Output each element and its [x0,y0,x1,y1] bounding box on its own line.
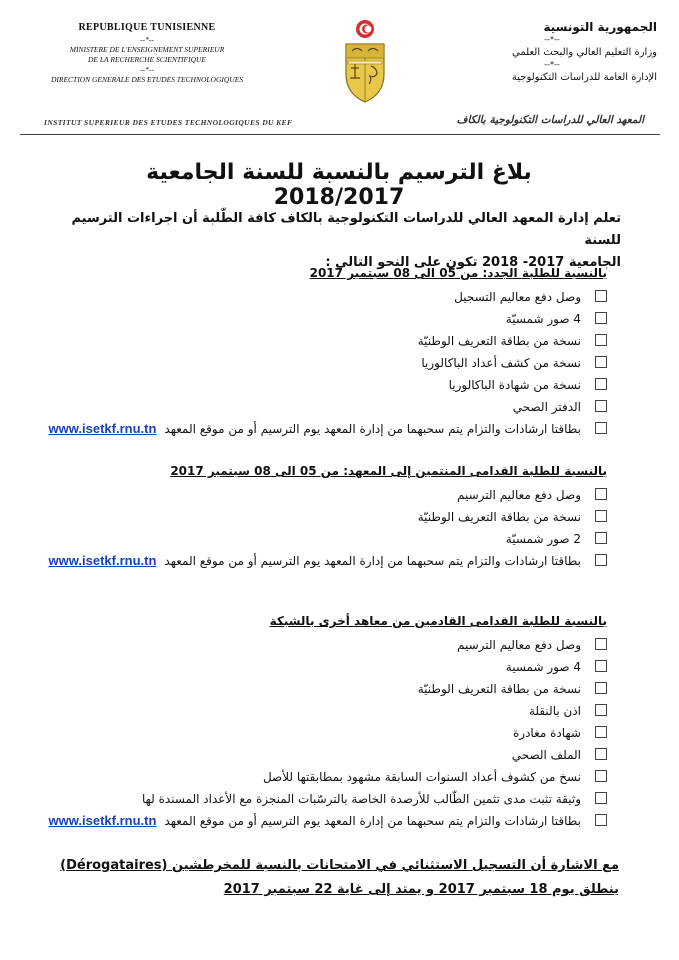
derogation-note-line-2: ينطلق يوم 18 سبتمبر 2017 و يمتد إلى غاية 22 سبتمبر 2017 [223,882,619,897]
list-item: نسخة من بطاقة التعريف الوطنيّة [27,506,607,528]
checkbox-icon [595,378,607,390]
section-heading-returning-students: بالنسبة للطلبة القدامى المنتمين إلى المعهد: من 05 الى 08 سبتمبر 2017 [170,464,607,478]
ministry-fr-1: MINISTERE DE L'ENSEIGNEMENT SUPERIEUR [69,45,225,54]
checkbox-icon [595,814,607,826]
tunisia-coat-of-arms-icon [338,18,392,104]
direction-ar: الإدارة العامة للدراسات التكنولوجية [511,72,657,83]
institute-fr: INSTITUT SUPERIEUR DES ETUDES TECHNOLOGIQUES DU KEF [44,118,293,127]
section-heading-new-students: بالنسبة للطلبة الجدد: من 05 الى 08 سبتمبر 2017 [309,266,607,280]
checkbox-icon [595,422,607,434]
checkbox-icon [595,400,607,412]
list-item: بطاقتا ارشادات والتزام يتم سحبهما من إدارة المعهد يوم الترسيم أو من موقع المعهدwww.isetkf.rnu.tn [27,418,607,440]
divider-dots: --*-- [140,35,154,44]
checkbox-icon [595,726,607,738]
checkbox-icon [595,532,607,544]
intro-line-1: تعلم إدارة المعهد العالي للدراسات التكنولوجية بالكاف كافة الطّلبة أن اجراءات الترسيم للسنة [71,211,621,248]
checkbox-icon [595,660,607,672]
institute-website-link[interactable]: www.isetkf.rnu.tn [48,553,157,568]
list-item: الملف الصحي [27,744,607,766]
direction-fr: DIRECTION GENERALE DES ETUDES TECHNOLOGIQUES [50,75,244,84]
checkbox-icon [595,510,607,522]
institute-ar: المعهد العالي للدراسات التكنولوجية بالكاف [456,114,644,126]
section-heading-transfer-students: بالنسبة للطلبة القدامى القادمين من معاهد أخرى بالشبكة [269,614,607,628]
list-item: بطاقتا ارشادات والتزام يتم سحبهما من إدارة المعهد يوم الترسيم أو من موقع المعهدwww.isetkf.rnu.tn [27,810,607,832]
republic-fr: REPUBLIQUE TUNISIENNE [78,22,216,33]
checkbox-icon [595,334,607,346]
intro-text [61,208,621,274]
intro-line-2: الجامعية 2017- 2018 تكون على النحو التالي : [325,255,621,270]
checkbox-icon [595,748,607,760]
derogation-note-line-1: مع الاشارة أن التسجيل الاستثنائي في الامتحانات بالنسبة للمخرطشين (Dérogataires) [60,858,619,873]
page-title: بلاغ الترسيم بالنسبة للسنة الجامعية 2018/2017 [146,160,532,210]
list-item: وصل دفع معاليم الترسيم [27,484,607,506]
list-item: نسخ من كشوف أعداد السنوات السابقة مشهود بمطابقتها للأصل [27,766,607,788]
republic-ar: الجمهورية التونسية [543,20,657,34]
list-item: نسخة من شهادة الباكالوريا [27,374,607,396]
list-item: اذن بالنقلة [27,700,607,722]
header-arabic [457,20,657,85]
checkbox-icon [595,356,607,368]
list-item: 4 صور شمسيّة [27,308,607,330]
checkbox-icon [595,554,607,566]
institute-website-link[interactable]: www.isetkf.rnu.tn [48,813,157,828]
list-item: شهادة مغادرة [27,722,607,744]
list-item: وصل دفع معاليم التسجيل [27,286,607,308]
checkbox-icon [595,770,607,782]
ministry-ar: وزارة التعليم العالي والبحث العلمي [512,47,657,58]
checkbox-icon [595,682,607,694]
list-item: نسخة من بطاقة التعريف الوطنيّة [27,678,607,700]
header-separator [20,134,660,135]
ministry-fr-2: DE LA RECHERCHE SCIENTIFIQUE [88,55,206,64]
list-item: وثيقة تثبت مدى تثمين الطّالب للأرصدة الخاصة بالترسّبات المنجزة مع الأعداد المسندة لها [27,788,607,810]
list-item: 4 صور شمسية [27,656,607,678]
checkbox-icon [595,488,607,500]
checkbox-icon [595,704,607,716]
checkbox-icon [595,638,607,650]
divider-dots: --*-- [140,65,154,74]
list-item: نسخة من كشف أعداد الباكالوريا [27,352,607,374]
list-item: 2 صور شمسيّة [27,528,607,550]
checkbox-icon [595,290,607,302]
checkbox-icon [595,312,607,324]
header-french [22,22,272,85]
list-item: وصل دفع معاليم الترسيم [27,634,607,656]
list-item: الدفتر الصحي [27,396,607,418]
institute-website-link[interactable]: www.isetkf.rnu.tn [48,421,157,436]
checkbox-icon [595,792,607,804]
divider-dots: --*-- [544,60,560,69]
list-item: نسخة من بطاقة التعريف الوطنيّة [27,330,607,352]
list-item: بطاقتا ارشادات والتزام يتم سحبهما من إدارة المعهد يوم الترسيم أو من موقع المعهدwww.isetkf.rnu.tn [27,550,607,572]
divider-dots: --*-- [544,35,560,44]
